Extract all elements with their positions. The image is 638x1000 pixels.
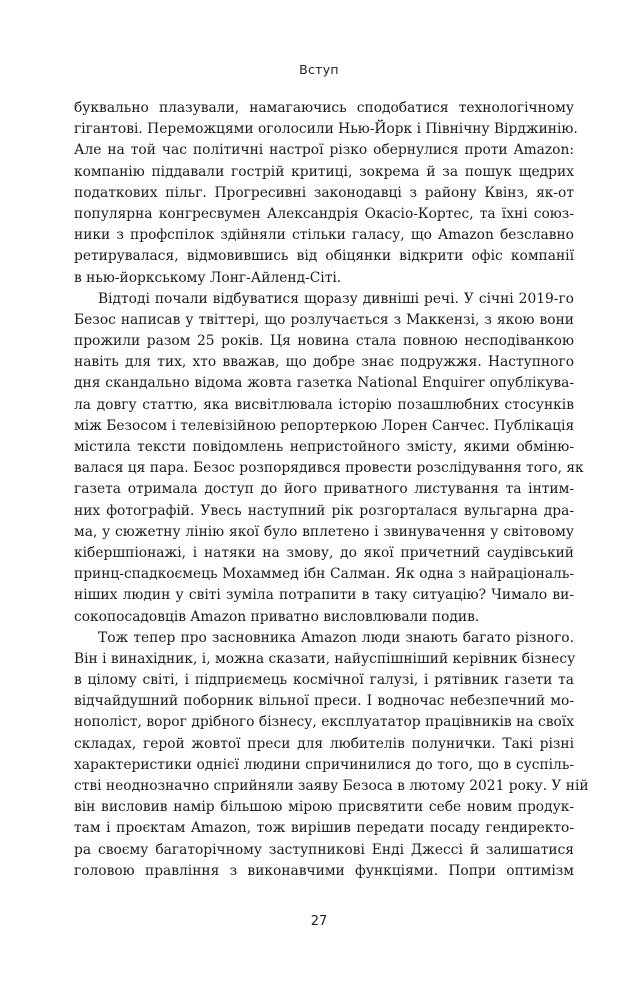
text-line: він висловив намір більшою мірою присвятити себе новим продук- <box>74 799 574 816</box>
page-number: 27 <box>310 914 328 929</box>
text-line: Відтоді почали відбуватися щоразу дивніші речі. У січні 2019-го <box>98 290 574 307</box>
text-line: дня скандально відома жовта газетка National Enquirer опублікува- <box>74 375 574 392</box>
text-line: стві неоднозначно сприйняли заяву Безоса в лютому 2021 року. У ній <box>74 778 589 794</box>
text-line: складах, герой жовтої преси для любителів полунички. Такі різні <box>74 735 574 752</box>
text-line: гігантові. Переможцями оголосили Нью-Йорк і Північну Вірджинію. <box>74 121 578 138</box>
text-line: Він і винахідник, і, можна сказати, найуспішніший керівник бізнесу <box>74 650 576 667</box>
paragraph <box>74 98 578 289</box>
text-line: буквально плазували, намагаючись сподобатися технологічному <box>74 100 574 116</box>
text-line: валася ця пара. Безос розпорядився провести розслідування того, як <box>74 460 584 477</box>
text-line: головою правління з виконавчими функціями. Попри оптимізм <box>74 862 574 879</box>
text-line: популярна конгресвумен Александрія Окасіо-Кортес, та їхні союз- <box>74 205 574 222</box>
running-head: Вступ <box>299 62 339 77</box>
text-line: навіть для тих, хто вважав, що добре знає подружжя. Наступного <box>74 354 574 371</box>
text-line: ніших людин у світі зуміла потрапити в таку ситуацію? Чимало ви- <box>74 587 574 604</box>
text-line: там і проєктам Amazon, тож вирішив передати посаду гендиректо- <box>74 820 574 837</box>
text-line: принц-спадкоємець Мохаммед ібн Салман. Як одна з найраціональ- <box>74 566 574 583</box>
text-line: в цілому світі, і підприємець космічної галузі, і рятівник газети та <box>74 672 574 689</box>
text-line: Безос написав у твіттері, що розлучається з Маккензі, з якою вони <box>74 311 574 328</box>
text-line: сокопосадовців Amazon приватно висловлювали подив. <box>74 608 480 625</box>
text-line: ретирувалася, відмовившись від обіцянки відкрити офіс компанії <box>74 248 574 265</box>
text-line: містила тексти повідомлень непристойного змісту, якими обміню- <box>74 439 574 455</box>
text-line: між Безосом і телевізійною репортеркою Лорен Санчес. Публікація <box>74 417 575 434</box>
text-line: них фотографій. Увесь наступний рік розгорталася вульгарна дра- <box>74 502 574 519</box>
paragraph <box>74 628 589 882</box>
text-line: податкових пільг. Прогресивні законодавці з району Квінз, як-от <box>74 184 574 201</box>
text-line: прожили разом 25 років. Ця новина стала повною несподіванкою <box>74 333 574 350</box>
text-line: компанію піддавали гострій критиці, зокрема й за пошук щедрих <box>74 163 574 180</box>
text-line: кібершпіонажі, і натяки на змову, до якої причетний саудівський <box>74 544 574 561</box>
text-line: нополіст, ворог дрібного бізнесу, експлуататор працівників на своїх <box>74 714 574 731</box>
text-line: ра своєму багаторічному заступникові Енді Джессі й залишатися <box>74 841 574 858</box>
text-line: ники з профспілок здійняли стільки галасу, що Amazon безславно <box>74 227 574 244</box>
text-line: газета отримала доступ до його приватного листування та інтим- <box>74 481 574 498</box>
text-line: Тож тепер про засновника Amazon люди знають багато різного. <box>98 629 574 646</box>
text-line: Але на той час політичні настрої різко обернулися проти Amazon: <box>74 142 574 159</box>
text-line: ма, у сюжетну лінію якої було вплетено і звинувачення у світовому <box>74 523 574 540</box>
body-text <box>74 98 589 882</box>
text-line: відчайдушний поборник вільної преси. І водночас небезпечний мо- <box>74 693 574 710</box>
text-line: ла довгу статтю, яка висвітлювала історію позашлюбних стосунків <box>74 396 574 413</box>
text-line: характеристики однієї людини спричинилися до того, що в суспіль- <box>74 756 574 773</box>
paragraph <box>74 289 584 628</box>
text-line: в нью-йоркському Лонг-Айленд-Сіті. <box>74 269 342 286</box>
